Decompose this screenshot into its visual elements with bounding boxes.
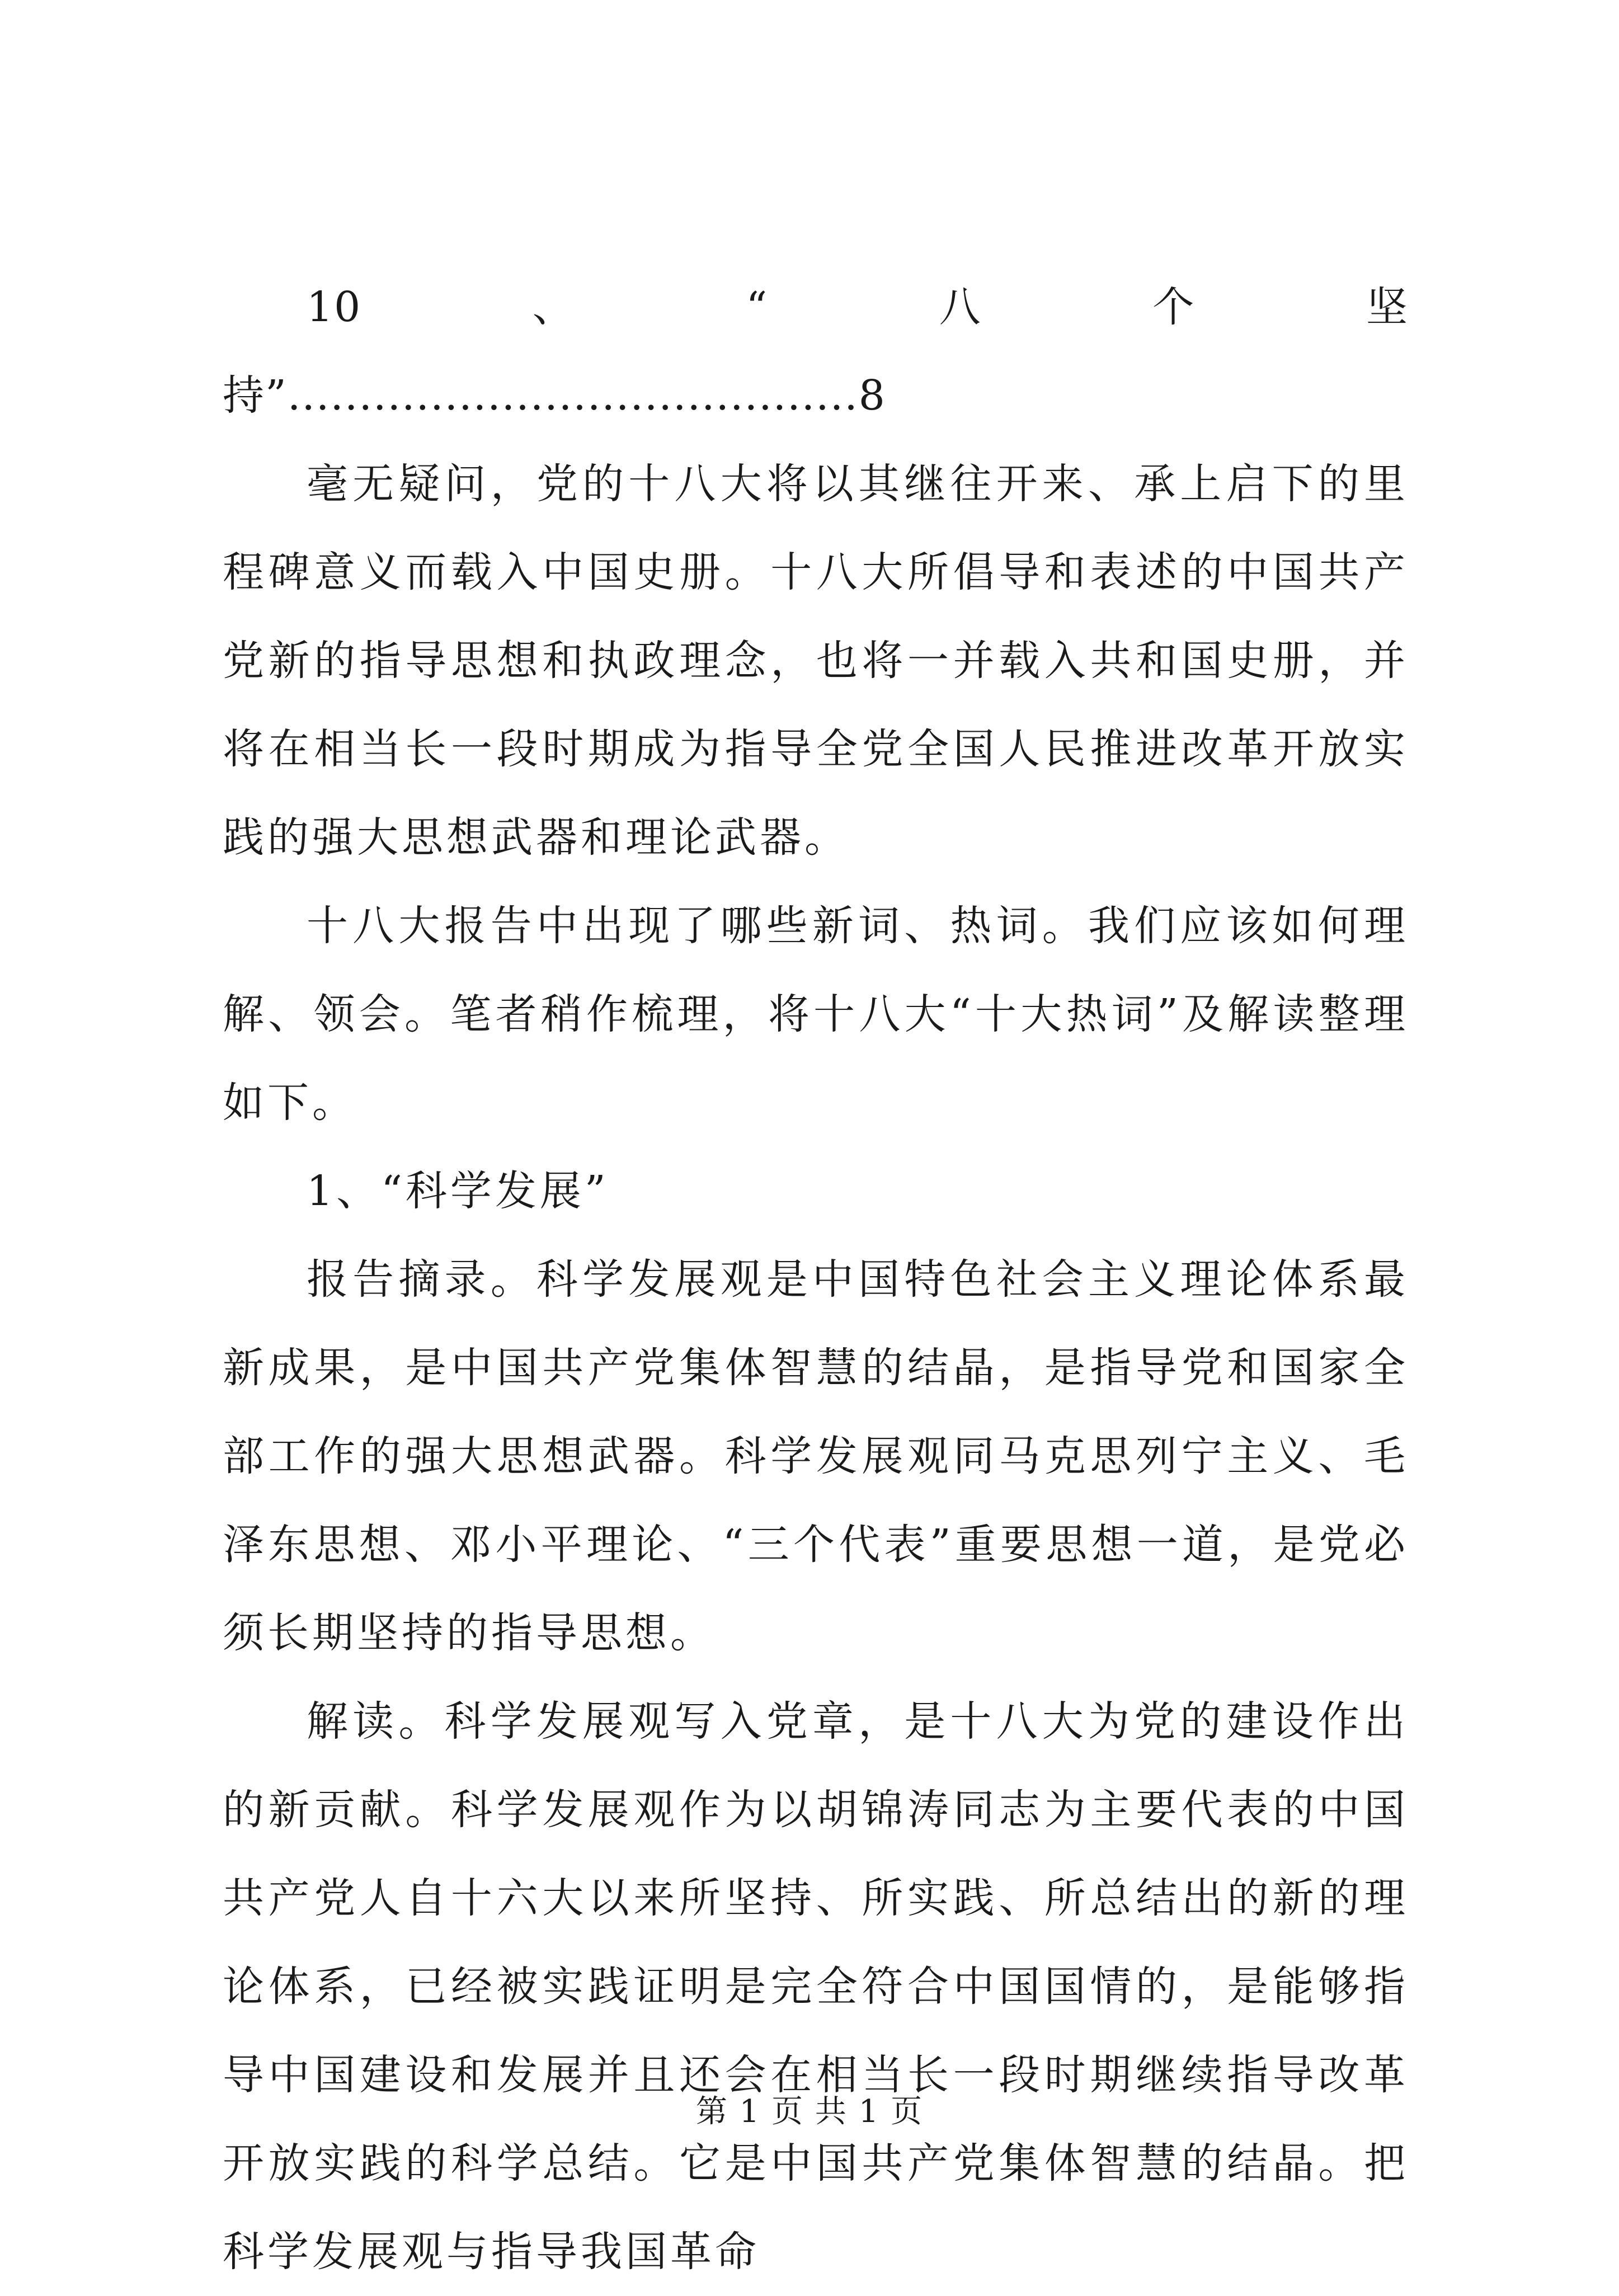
paragraph: 毫无疑问，党的十八大将以其继往开来、承上启下的里程碑意义而载入中国史册。十八大所倡导和表述的中国共产党新的指导思想和执政理念，也将一并载入共和国史册，并将在相当长一段时期成为指导全党全国人民推进改革开放实践的强大思想武器和理论武器。 <box>223 460 1409 862</box>
toc-leader-dots: ........................................ <box>287 371 859 420</box>
section-heading: 1、“科学发展” <box>307 1167 609 1215</box>
page-footer: 第 1 页 共 1 页 <box>695 2093 924 2130</box>
document-body <box>223 263 1409 2296</box>
toc-char: 个 <box>1152 283 1196 331</box>
toc-title-tail: 持” <box>223 371 288 420</box>
toc-entry-line-1 <box>223 263 1409 351</box>
paragraph: 十八大报告中出现了哪些新词、热词。我们应该如何理解、领会。笔者稍作梳理，将十八大“十大热词”及解读整理如下。 <box>223 902 1409 1127</box>
toc-separator: 、 <box>532 283 575 331</box>
toc-char: 坚 <box>1366 283 1409 331</box>
paragraph: 报告摘录。科学发展观是中国特色社会主义理论体系最新成果，是中国共产党集体智慧的结晶，是指导党和国家全部工作的强大思想武器。科学发展观同马克思列宁主义、毛泽东思想、邓小平理论、“三个代表”重要思想一道，是党必须长期坚持的指导思想。 <box>223 1255 1409 1657</box>
toc-entry-line-2 <box>223 351 1409 440</box>
toc-char: 八 <box>939 283 982 331</box>
paragraph: 解读。科学发展观写入党章，是十八大为党的建设作出的新贡献。科学发展观作为以胡锦涛同志为主要代表的中国共产党人自十六大以来所坚持、所实践、所总结出的新的理论体系，已经被实践证明是完全符合中国国情的，是能够指导中国建设和发展并且还会在相当长一段时期继续指导改革开放实践的科学总结。它是中国共产党集体智慧的结晶。把科学发展观与指导我国革命 <box>223 1697 1409 2276</box>
toc-open-quote: “ <box>746 283 769 331</box>
toc-number: 10 <box>307 283 362 331</box>
toc-page-ref: 8 <box>858 371 886 420</box>
